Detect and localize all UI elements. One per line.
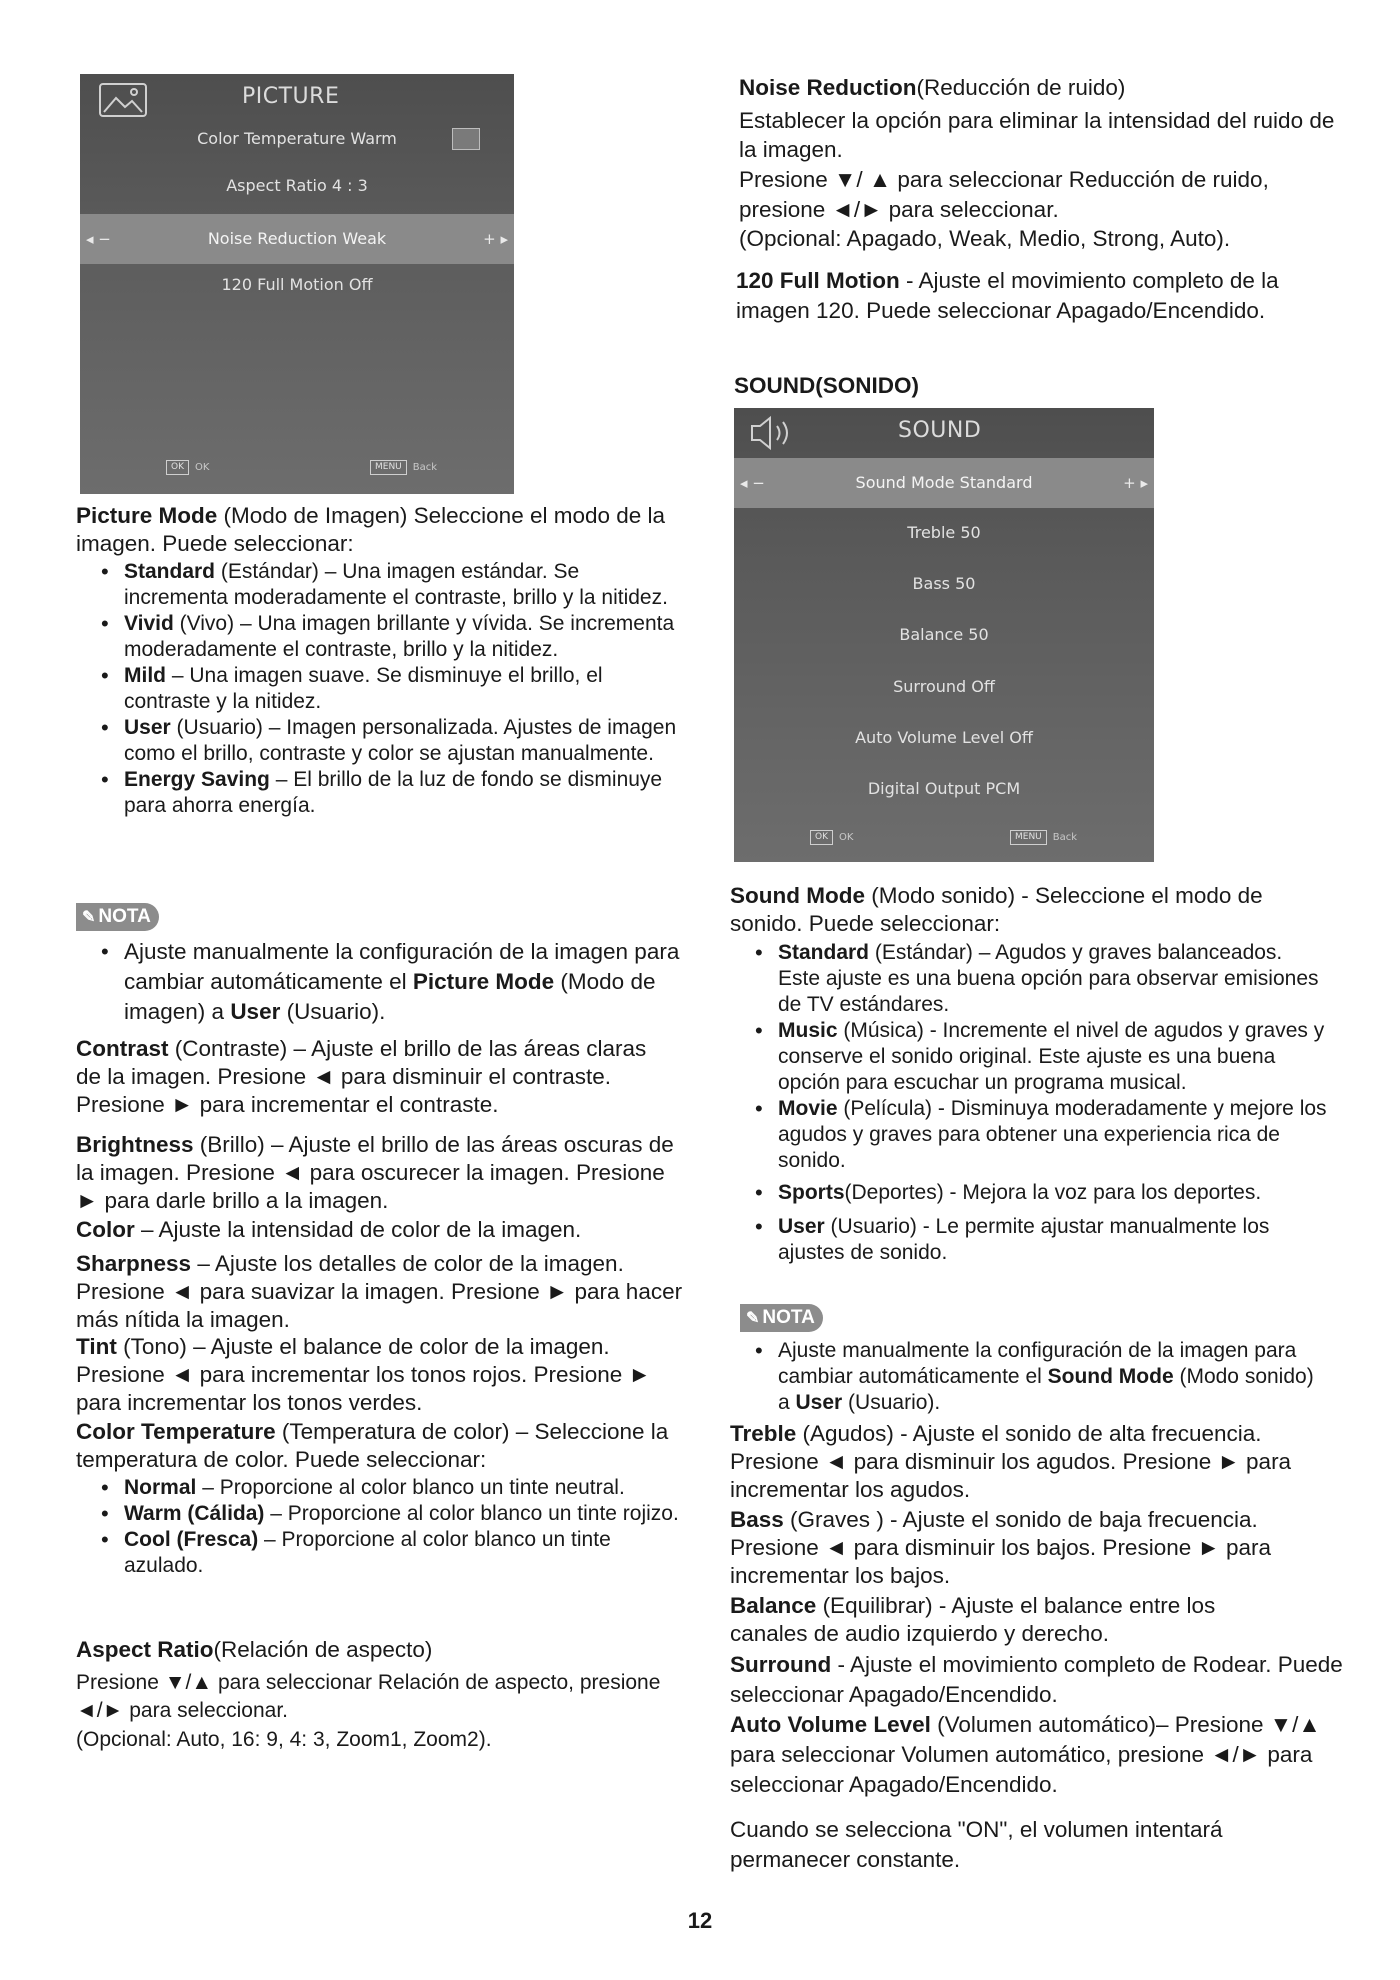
sound-mode-paragraph: Sound Mode (Modo sonido) - Seleccione el modo de sonido. Puede seleccionar: (730, 883, 1263, 936)
ok-key: OK (810, 830, 833, 845)
increase-arrow-icon[interactable]: + ▸ (483, 230, 508, 248)
tint-paragraph: Tint (Tono) – Ajuste el balance de color de la imagen. Presione ◄ para incrementar los tonos rojos. Presione ► para incrementar los tonos verdes. (76, 1334, 651, 1415)
menu-item-sound-mode[interactable]: ◂ − Sound Mode Standard + ▸ (734, 458, 1154, 508)
decrease-arrow-icon[interactable]: ◂ − (86, 230, 111, 248)
menu-item-balance[interactable]: Balance 50 (899, 625, 989, 644)
back-label: Back (1052, 832, 1078, 843)
menu-item-aspect-ratio[interactable]: Aspect Ratio 4 : 3 (226, 176, 368, 195)
menu-item-full-motion[interactable]: 120 Full Motion Off (221, 275, 373, 294)
nota-badge: ✎ NOTA (740, 1304, 823, 1332)
paperclip-icon: ✎ (746, 1310, 760, 1327)
paperclip-icon: ✎ (82, 909, 96, 926)
list-item: • Vivid (Vivo) – Una imagen brillante y vívida. Se incrementa moderadamente el contraste, brillo y la nitidez. (76, 611, 686, 663)
surround-paragraph: Surround - Ajuste el movimiento completo de Rodear. Puede seleccionar Apagado/Encendido. (730, 1652, 1343, 1707)
decrease-arrow-icon[interactable]: ◂ − (740, 474, 765, 492)
list-item: • Mild – Una imagen suave. Se disminuye el brillo, el contraste y la nitidez. (76, 663, 686, 715)
menu-item-noise-reduction[interactable]: ◂ − Noise Reduction Weak + ▸ (80, 214, 514, 264)
sharpness-paragraph: Sharpness – Ajuste los detalles de color de la imagen. Presione ◄ para suavizar la imagen. Presione ► para hacer más nítida la imagen. (76, 1251, 683, 1332)
menu-item-treble[interactable]: Treble 50 (907, 523, 981, 542)
balance-paragraph: Balance (Equilibrar) - Ajuste el balance entre los canales de audio izquierdo y derecho. (730, 1593, 1216, 1646)
list-item: • Standard (Estándar) – Agudos y graves balanceados. Este ajuste es una buena opción para observar emisiones de TV estándares. (730, 940, 1330, 1018)
sound-menu-screenshot (734, 408, 1154, 862)
nota-item: • Ajuste manualmente la configuración de la imagen para cambiar automáticamente el Picture Mode (Modo de imagen) a User (Usuario). (76, 937, 686, 1027)
ok-hint (166, 460, 209, 475)
list-item: • User (Usuario) – Imagen personalizada. Ajustes de imagen como el brillo, contraste y color se ajustan manualmente. (76, 715, 686, 767)
noise-reduction-press: Presione ▼/ ▲ para seleccionar Reducción de ruido, presione ◄/► para seleccionar. (739, 167, 1269, 222)
list-item: • Warm (Cálida) – Proporcione al color blanco un tinte rojizo. (76, 1501, 686, 1527)
back-hint (370, 460, 437, 475)
contrast-paragraph: Contrast (Contraste) – Ajuste el brillo de las áreas claras de la imagen. Presione ◄ para disminuir el contraste. Presione ► para incrementar el contraste. (76, 1036, 647, 1117)
menu-item-auto-volume[interactable]: Auto Volume Level Off (855, 728, 1033, 747)
back-label: Back (412, 462, 438, 473)
list-item: • Music (Música) - Incremente el nivel de agudos y graves y conserve el sonido original. Este ajuste es una buena opción para escuchar un programa musical. (730, 1018, 1330, 1096)
aspect-ratio-body: Presione ▼/▲ para seleccionar Relación de aspecto, presione ◄/► para seleccionar. (76, 1671, 661, 1722)
color-swatch-icon (452, 128, 480, 150)
ok-key: OK (166, 460, 189, 475)
back-hint (1010, 830, 1077, 845)
list-item: • Energy Saving – El brillo de la luz de fondo se disminuye para ahorra energía. (76, 767, 686, 819)
menu-title: PICTURE (242, 84, 340, 109)
brightness-paragraph: Brightness (Brillo) – Ajuste el brillo de las áreas oscuras de la imagen. Presione ◄ para oscurecer la imagen. Presione ► para darle brillo a la imagen. (76, 1132, 674, 1213)
bass-paragraph: Bass (Graves ) - Ajuste el sonido de baja frecuencia. Presione ◄ para disminuir los bajos. Presione ► para incrementar los bajos. (730, 1507, 1272, 1588)
list-item: • Sports(Deportes) - Mejora la voz para los deportes. (730, 1180, 1330, 1206)
picture-mode-paragraph: Picture Mode (Modo de Imagen) Seleccione el modo de la imagen. Puede seleccionar: (76, 503, 666, 556)
color-temperature-list (76, 1475, 686, 1579)
auto-volume-note: Cuando se selecciona "ON", el volumen intentará permanecer constante. (730, 1817, 1223, 1872)
ok-label: OK (839, 832, 854, 843)
list-item: • User (Usuario) - Le permite ajustar manualmente los ajustes de sonido. (730, 1214, 1330, 1266)
page-number: 12 (687, 1908, 713, 1933)
increase-arrow-icon[interactable]: + ▸ (1123, 474, 1148, 492)
nota-item: • Ajuste manualmente la configuración de la imagen para cambiar automáticamente el Sound Mode (Modo sonido) a User (Usuario). (730, 1338, 1330, 1416)
ok-hint (810, 830, 853, 845)
treble-paragraph: Treble (Agudos) - Ajuste el sonido de alta frecuencia. Presione ◄ para disminuir los agudos. Presione ► para incrementar los agudos. (730, 1421, 1292, 1502)
list-item: • Normal – Proporcione al color blanco un tinte neutral. (76, 1475, 686, 1501)
nota-badge: ✎ NOTA (76, 903, 159, 931)
menu-title: SOUND (898, 418, 982, 443)
list-item: • Movie (Película) - Disminuya moderadamente y mejore los agudos y graves para obtener una experiencia rica de sonido. (730, 1096, 1330, 1174)
list-item: • Cool (Fresca) – Proporcione al color blanco un tinte azulado. (76, 1527, 686, 1579)
aspect-ratio-heading: Aspect Ratio(Relación de aspecto) (76, 1637, 433, 1662)
auto-volume-paragraph: Auto Volume Level (Volumen automático)– Presione ▼/▲ para seleccionar Volumen automático, presione ◄/► para seleccionar Apagado/Encendido. (730, 1712, 1321, 1797)
picture-menu-screenshot (80, 74, 514, 494)
aspect-ratio-options: (Opcional: Auto, 16: 9, 4: 3, Zoom1, Zoom2). (76, 1728, 492, 1751)
picture-icon (98, 82, 148, 118)
nota-list (730, 1338, 1330, 1416)
sound-mode-list (730, 940, 1330, 1266)
menu-key: MENU (1010, 830, 1047, 845)
speaker-icon (748, 414, 800, 452)
noise-reduction-body: Establecer la opción para eliminar la intensidad del ruido de la imagen. (739, 108, 1335, 162)
picture-mode-list (76, 559, 686, 819)
full-motion-paragraph: 120 Full Motion - Ajuste el movimiento completo de la imagen 120. Puede seleccionar Apagado/Encendido. (736, 268, 1279, 323)
ok-label: OK (195, 462, 210, 473)
color-paragraph: Color – Ajuste la intensidad de color de la imagen. (76, 1217, 582, 1242)
menu-item-bass[interactable]: Bass 50 (912, 574, 976, 593)
noise-reduction-heading: Noise Reduction(Reducción de ruido) (739, 75, 1126, 100)
nota-list (76, 937, 686, 1027)
noise-reduction-options: (Opcional: Apagado, Weak, Medio, Strong, Auto). (739, 226, 1231, 251)
menu-item-surround[interactable]: Surround Off (893, 677, 995, 696)
color-temperature-paragraph: Color Temperature (Temperatura de color) – Seleccione la temperatura de color. Puede seleccionar: (76, 1419, 669, 1472)
sound-heading: SOUND(SONIDO) (734, 373, 919, 398)
menu-item-color-temperature[interactable]: Color Temperature Warm (197, 129, 397, 148)
list-item: • Standard (Estándar) – Una imagen estándar. Se incrementa moderadamente el contraste, brillo y la nitidez. (76, 559, 686, 611)
menu-key: MENU (370, 460, 407, 475)
menu-item-digital-output[interactable]: Digital Output PCM (867, 779, 1021, 798)
